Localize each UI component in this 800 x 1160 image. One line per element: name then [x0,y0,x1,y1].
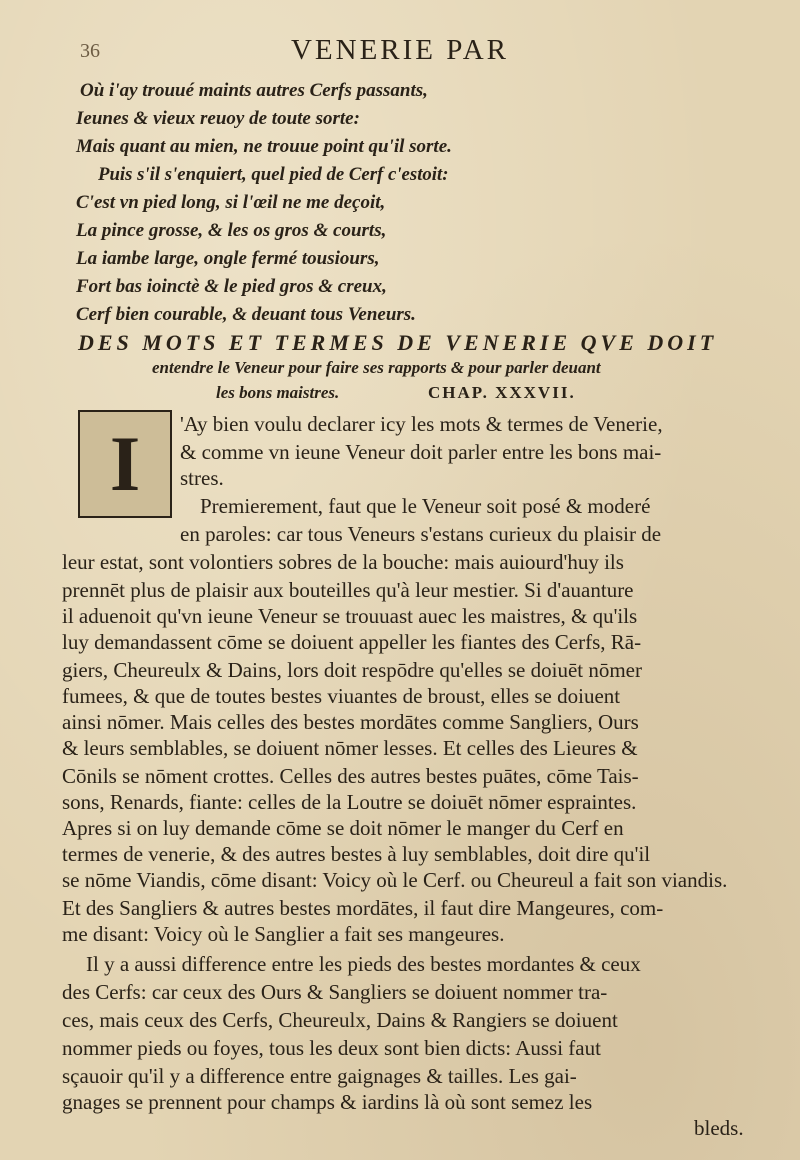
body-line: & comme vn ieune Veneur doit parler entre les bons mai- [180,440,662,464]
body-line: termes de venerie, & des autres bestes à luy semblables, doit dire qu'il [62,842,651,866]
body-line: nommer pieds ou foyes, tous les deux sont bien dicts: Aussi faut [62,1036,601,1060]
verse-line: La pince grosse, & les os gros & courts, [76,220,387,241]
body-line: prennēt plus de plaisir aux bouteilles qu'à leur mestier. Si d'auanture [62,578,634,602]
verse-line: Mais quant au mien, ne trouue point qu'il sorte. [76,136,452,157]
body-line: leur estat, sont volontiers sobres de la bouche: mais auiourd'huy ils [62,550,624,574]
body-line: se nōme Viandis, cōme disant: Voicy où le Cerf. ou Cheureul a fait son viandis. [62,868,728,892]
chapter-subheading: entendre le Veneur pour faire ses rapports & pour parler deuant [152,358,601,377]
body-line: Premierement, faut que le Veneur soit posé & moderé [200,494,651,518]
body-line: ainsi nōmer. Mais celles des bestes mordātes comme Sangliers, Ours [62,710,639,734]
body-line: Apres si on luy demande cōme se doit nōmer le manger du Cerf en [62,816,624,840]
drop-cap: I [78,410,172,518]
body-line: bleds. [694,1116,744,1140]
page-number: 36 [80,40,100,62]
verse-line: Ieunes & vieux reuoy de toute sorte: [76,108,360,129]
verse-line: Puis s'il s'enquiert, quel pied de Cerf c'estoit: [98,164,449,185]
body-line: gnages se prennent pour champs & iardins là où sont semez les [62,1090,593,1114]
body-line: des Cerfs: car ceux des Ours & Sangliers se doiuent nommer tra- [62,980,608,1004]
body-line: luy demandassent cōme se doiuent appeller les fiantes des Cerfs, Rā- [62,630,642,654]
body-line: Cōnils se nōment crottes. Celles des autres bestes puātes, cōme Tais- [62,764,639,788]
body-line: ces, mais ceux des Cerfs, Cheureulx, Dains & Rangiers se doiuent [62,1008,618,1032]
body-line: sçauoir qu'il y a difference entre gaignages & tailles. Les gai- [62,1064,577,1088]
body-line: il aduenoit qu'vn ieune Veneur se trouuast auec les maistres, & qu'ils [62,604,638,628]
body-line: sons, Renards, fiante: celles de la Loutre se doiuēt nōmer espraintes. [62,790,637,814]
verse-line: Où i'ay trouué maints autres Cerfs passants, [80,80,428,101]
body-line: en paroles: car tous Veneurs s'estans curieux du plaisir de [180,522,662,546]
body-line: & leurs semblables, se doiuent nōmer lesses. Et celles des Lieures & [62,736,638,760]
body-line: giers, Cheureulx & Dains, lors doit respōdre qu'elles se doiuēt nōmer [62,658,642,682]
body-line: fumees, & que de toutes bestes viuantes de broust, elles se doiuent [62,684,621,708]
verse-line: La iambe large, ongle fermé tousiours, [76,248,380,269]
running-head: VENERIE PAR [290,34,510,66]
body-line: Et des Sangliers & autres bestes mordātes, il faut dire Mangeures, com- [62,896,664,920]
chapter-number: CHAP. XXXVII. [428,383,576,402]
body-line: Il y a aussi difference entre les pieds des bestes mordantes & ceux [86,952,641,976]
body-line: 'Ay bien voulu declarer icy les mots & termes de Venerie, [180,412,663,436]
verse-line: C'est vn pied long, si l'œil ne me deçoit, [76,192,386,213]
body-line: me disant: Voicy où le Sanglier a fait ses mangeures. [62,922,505,946]
body-line: stres. [180,466,224,490]
chapter-subheading: les bons maistres. [216,383,340,402]
verse-line: Fort bas ioinctè & le pied gros & creux, [76,276,387,297]
verse-line: Cerf bien courable, & deuant tous Veneurs. [76,304,416,325]
chapter-heading: DES MOTS ET TERMES DE VENERIE QVE DOIT [78,330,718,355]
